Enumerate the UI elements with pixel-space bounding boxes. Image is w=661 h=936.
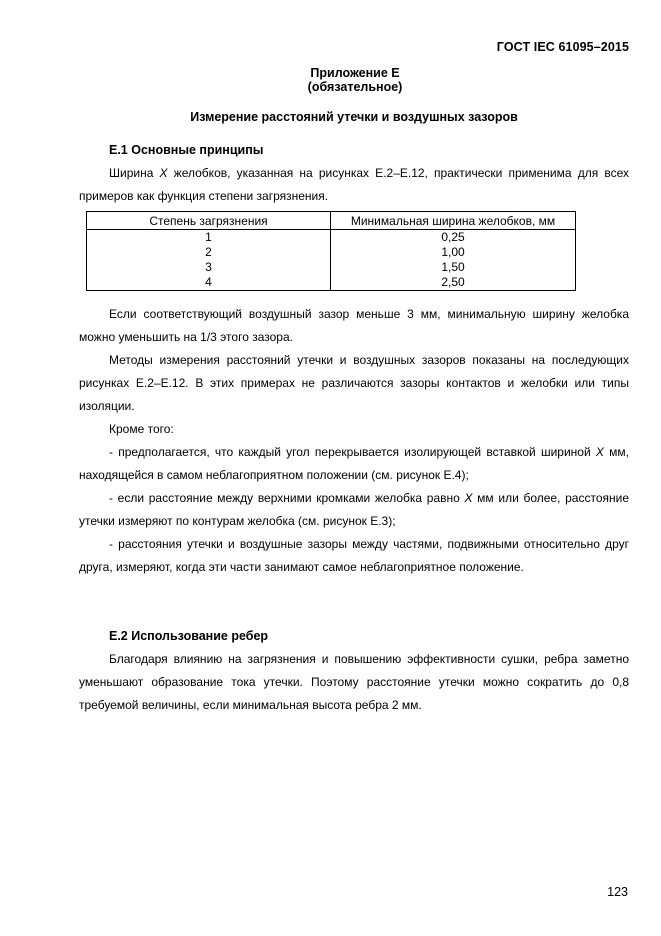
table-cell-width: 1,50 (331, 260, 576, 275)
paragraph-bullet-corner-insert (79, 441, 629, 487)
section-heading-e1: Е.1 Основные принципы (109, 143, 264, 157)
x-symbol: X (595, 445, 604, 459)
table-header-row (87, 212, 576, 230)
x-symbol: X (159, 166, 168, 180)
table-row (87, 245, 576, 260)
table-cell-degree: 3 (87, 260, 331, 275)
paragraph-intro (79, 162, 629, 208)
paragraph-reduce-width: Если соответствующий воздушный зазор меньше 3 мм, минимальную ширину желобка можно уменьшить на 1/3 этого зазора. (79, 307, 629, 344)
page-number: 123 (607, 885, 628, 899)
annex-title: Приложение Е (310, 66, 400, 80)
table-cell-width: 1,00 (331, 245, 576, 260)
bullet2-text-start: - если расстояние между верхними кромками желобка равно (109, 491, 465, 505)
paragraph-bullet-moving-parts: - расстояния утечки и воздушные зазоры между частями, подвижными относительно друг друга, измеряют, когда эти части занимают самое неблагоприятное положение. (79, 537, 629, 574)
groove-width-table (86, 211, 576, 291)
table-cell-degree: 2 (87, 245, 331, 260)
table-cell-width: 0,25 (331, 230, 576, 246)
table-header-pollution-degree: Степень загрязнения (87, 212, 331, 230)
bullet1-text-end: мм, находящейся в самом неблагоприятном положении (см. рисунок Е.4); (79, 445, 629, 482)
paragraph-ribs: Благодаря влиянию на загрязнения и повышению эффективности сушки, ребра заметно уменьшают образование тока утечки. Поэтому расстояние утечки можно сократить до 0,8 требуемой величины, если минимальная высота ребра 2 мм. (79, 652, 629, 712)
standard-code-header: ГОСТ IEC 61095–2015 (496, 40, 629, 54)
bullet2-text-end: мм или более, расстояние утечки измеряют по контурам желобка (см. рисунок Е.3); (79, 491, 629, 528)
table-row (87, 230, 576, 246)
paragraph-bullet-groove-contour (79, 487, 629, 533)
bullet1-text-start: - предполагается, что каждый угол перекрывается изолирующей вставкой шириной (109, 445, 596, 459)
table-row (87, 275, 576, 291)
table-cell-degree: 4 (87, 275, 331, 291)
annex-heading: Измерение расстояний утечки и воздушных зазоров (190, 110, 518, 124)
paragraph-measurement-methods: Методы измерения расстояний утечки и воздушных зазоров показаны на последующих рисунках Е.2–Е.12. В этих примерах не различаются зазоры контактов и желобки или типы изоляции. (79, 353, 629, 413)
annex-status: (обязательное) (307, 80, 403, 94)
table-header-min-width: Минимальная ширина желобков, мм (331, 212, 576, 230)
table-row (87, 260, 576, 275)
section-heading-e2: Е.2 Использование ребер (109, 629, 269, 643)
table-cell-degree: 1 (87, 230, 331, 246)
x-symbol: X (464, 491, 473, 505)
table-cell-width: 2,50 (331, 275, 576, 291)
intro-text-end: желобков, указанная на рисунках Е.2–Е.12, практически применима для всех примеров как функция степени загрязнения. (79, 166, 629, 203)
paragraph-moreover: Кроме того: (109, 422, 174, 436)
intro-text-start: Ширина (109, 166, 160, 180)
